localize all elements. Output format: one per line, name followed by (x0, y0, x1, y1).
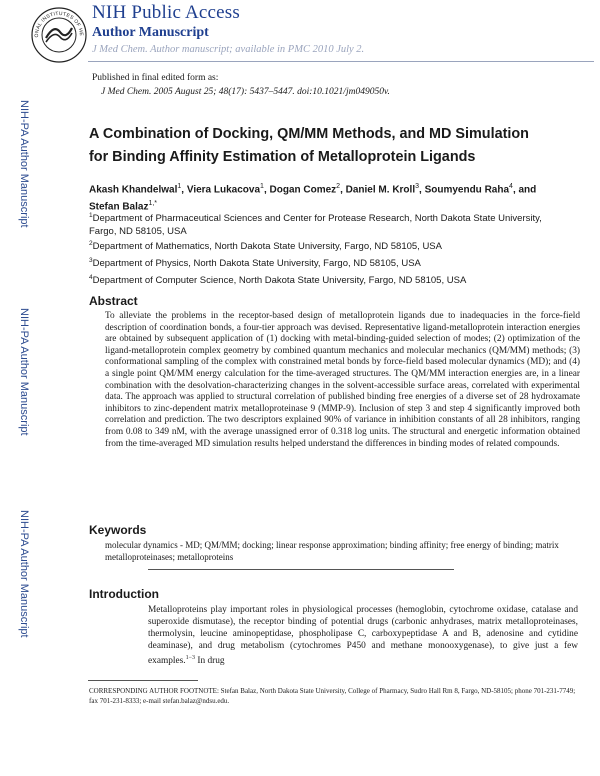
sidebar-label: NIH-PA Author Manuscript (18, 100, 30, 228)
footnote-divider (88, 680, 198, 681)
affiliation (89, 209, 569, 238)
affiliation (89, 254, 569, 270)
corresponding-author-footnote: CORRESPONDING AUTHOR FOOTNOTE: Stefan Balaz, North Dakota State University, College of Pharmacy, Sudro Hall Rm 8, Fargo, ND-58105; phone 701-231-7749; fax 701-231-8333; e-mail stefan.balaz@ndsu.edu. (89, 687, 576, 705)
introduction-paragraph (148, 605, 578, 668)
keywords-text: molecular dynamics - MD; QM/MM; docking; linear response approximation; binding affinity; free energy of binding; matrix metalloproteinases; metalloproteins (105, 540, 559, 562)
introduction-heading: Introduction (89, 587, 159, 601)
nih-public-access-title: NIH Public Access (92, 2, 240, 23)
affiliation-mark: 2 (89, 240, 93, 247)
svg-text:NATIONAL INSTITUTES OF HEALTH: ONAL INSTITUTES OF HE (33, 10, 85, 38)
author-name: Stefan Balaz (89, 201, 149, 213)
paper-title-line-1: A Combination of Docking, QM/MM Methods, and MD Simulation (89, 126, 529, 142)
author-affiliation-mark: 1,* (148, 200, 158, 208)
affiliation-text: Department of Pharmaceutical Sciences and Center for Protease Research, North Dakota State University, Fargo, ND 58105, USA (89, 213, 542, 238)
author-name: Viera Lukacova (186, 184, 261, 196)
abstract-heading: Abstract (89, 294, 138, 308)
author-name: Soumyendu Raha (424, 184, 510, 196)
pmc-citation: J Med Chem. Author manuscript; available in PMC 2010 July 2. (92, 44, 365, 55)
sidebar-watermark-top (0, 84, 30, 244)
citation-reference[interactable]: 1−3 (185, 654, 196, 661)
sidebar-label: NIH-PA Author Manuscript (18, 308, 30, 436)
affiliation (89, 271, 569, 287)
sidebar-watermark-bottom (0, 494, 30, 654)
abstract-text: To alleviate the problems in the receptor-based design of metalloprotein ligands due to inadequacies in the force-field description of coordination bonds, a four-tier approach was devised. Representative ligand-metalloprotein interaction energies are obtained by subsequent application of (1) docking with metal-binding-guided selection of modes; (2) optimization of the ligand-metalloprotein complex geometry by combined quantum mechanics and molecular mechanics (QM/MM) methods; (3) conformational sampling of the complex with constrained metal bonds by force-field based molecular dynamics (MD); and (4) a single point QM/MM energy calculation for the time-averaged structures. The QM/MM interaction energies are, in a linear combination with the desolvation-characterizing changes in the solvent-accessible surface areas, correlated with experimental data. The approach was applied to structural correlation of published binding free energies of a diverse set of 28 hydroxamate inhibitors to zinc-dependent matrix metalloproteinase 9 (MMP-9). Inclusion of step 3 and step 4 significantly improved both correlation and prediction. The two descriptors explained 90% of variance in inhibition constants of all 28 inhibitors, ranging from 0.08 to 349 nM, with the average unassigned error of 0.318 log units. The structural and energetic information obtained from the time-averaged MD simulation results helped understand the differences in binding modes of related compounds. (105, 311, 580, 449)
author-name: Daniel M. Kroll (345, 184, 416, 196)
affiliation-mark: 1 (89, 212, 93, 219)
author-affiliation-mark: 4 (509, 183, 513, 190)
affiliation-text: Department of Computer Science, North Dakota State University, Fargo, ND 58105, USA (92, 275, 467, 287)
author-affiliation-mark: 1 (260, 183, 264, 190)
paper-title (89, 123, 569, 169)
paper-title-line-2: for Binding Affinity Estimation of Metalloprotein Ligands (89, 149, 476, 165)
journal-reference-text: J Med Chem. 2005 August 25; 48(17): 5437–5447. doi:10.1021/jm049050v. (101, 87, 390, 97)
journal-reference (101, 87, 390, 97)
published-label: Published in final edited form as: (92, 73, 219, 83)
affiliation-text: Department of Mathematics, North Dakota State University, Fargo, ND 58105, USA (92, 241, 442, 253)
affiliation-text: Department of Physics, North Dakota State University, Fargo, ND 58105, USA (92, 258, 421, 270)
author-list: Akash Khandelwal$^1$, Viera Lukacova$^1$, Dogan Comez$^2$, Daniel M. Kroll$^3$, Soumyendu Raha$^4$, and Stefan Balaz$^{1,*}$ (89, 183, 537, 213)
author-name: Akash Khandelwal (89, 184, 178, 196)
author-affiliation-mark: 2 (336, 183, 341, 190)
affiliation-mark: 4 (89, 274, 93, 281)
introduction-text-tail: In drug (195, 655, 225, 666)
keywords-divider (148, 569, 454, 570)
author-affiliation-mark: 3 (415, 183, 419, 190)
introduction-text: Metalloproteins play important roles in physiological processes (hemoglobin, cytochrome oxidase, catalase and superoxide dismutase), the receptor binding of potential drugs (carbonic anhydrases, matrix metalloproteinases, thermolysin, leucine aminopeptidase, phospholipase C, carboxypeptidase A and B, adenosine and cytidine deaminase), and drug metabolism (cytochromes P450 and methane monooxygenase), to give just a few examples. (148, 605, 578, 666)
keywords-heading: Keywords (89, 523, 147, 537)
author-name: Dogan Comez (269, 184, 337, 196)
sidebar-label: NIH-PA Author Manuscript (18, 510, 30, 638)
sidebar-watermark-middle (0, 292, 30, 452)
nih-logo (30, 6, 88, 64)
author-affiliation-mark: 1 (177, 183, 182, 190)
header-divider (88, 61, 594, 62)
author-manuscript-label: Author Manuscript (92, 25, 209, 40)
affiliation (89, 237, 569, 253)
affiliation-mark: 3 (89, 257, 93, 264)
